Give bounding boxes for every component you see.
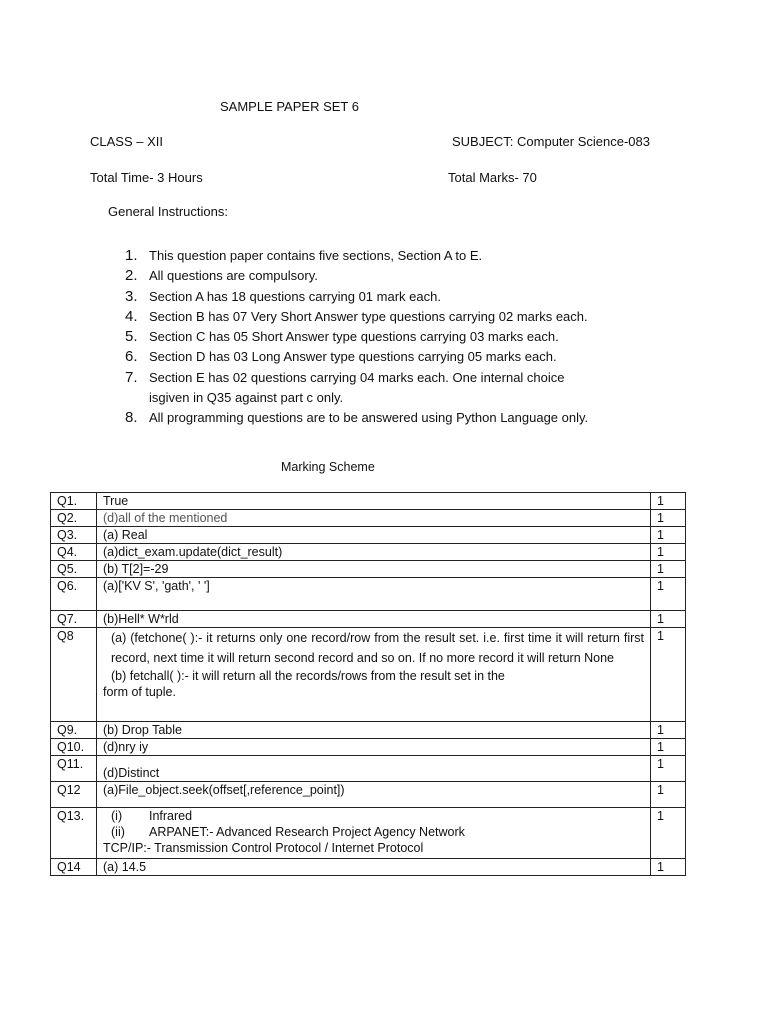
question-number: Q10. [51, 739, 97, 756]
instruction-number: 8. [125, 409, 138, 427]
marks-cell: 1 [651, 527, 686, 544]
answer-cell: (d)all of the mentioned [97, 510, 651, 527]
table-row [51, 493, 686, 510]
marks-cell: 1 [651, 611, 686, 628]
question-number: Q7. [51, 611, 97, 628]
instruction-number: 4. [125, 307, 138, 325]
instruction-item [125, 347, 645, 367]
instruction-item [125, 266, 645, 286]
instruction-text: Section D has 03 Long Answer type questions carrying 05 marks each. [149, 349, 557, 365]
question-number: Q12 [51, 782, 97, 808]
sub-number: (ii) [111, 825, 125, 839]
instruction-number: 2. [125, 267, 138, 285]
marks-cell: 1 [651, 782, 686, 808]
marking-scheme-title: Marking Scheme [281, 460, 375, 474]
table-row [51, 628, 686, 722]
instruction-text: All questions are compulsory. [149, 268, 318, 284]
instruction-number: 5. [125, 328, 138, 346]
instructions-list [125, 246, 645, 429]
marks-cell: 1 [651, 808, 686, 859]
answer-cell: (a) 14.5 [97, 859, 651, 876]
instruction-item [125, 408, 645, 428]
instruction-text: Section E has 02 questions carrying 04 marks each. One internal choice [149, 369, 565, 385]
question-number: Q3. [51, 527, 97, 544]
marks-cell: 1 [651, 859, 686, 876]
answer-cell: (b)Hell* W*rld [97, 611, 651, 628]
instruction-text: Section A has 18 questions carrying 01 mark each. [149, 288, 441, 304]
answer-cell: (a)File_object.seek(offset[,reference_point]) [97, 782, 651, 808]
question-number: Q5. [51, 561, 97, 578]
answer-cell [97, 628, 651, 722]
answer-sub-i [103, 808, 644, 824]
question-number: Q6. [51, 578, 97, 611]
instruction-text: All programming questions are to be answered using Python Language only. [149, 410, 589, 426]
table-row [51, 544, 686, 561]
marks-cell: 1 [651, 544, 686, 561]
table-row [51, 722, 686, 739]
class-label: CLASS – XII [90, 134, 163, 149]
table-row [51, 561, 686, 578]
marks-cell: 1 [651, 561, 686, 578]
question-number: Q13. [51, 808, 97, 859]
question-number: Q9. [51, 722, 97, 739]
table-row [51, 510, 686, 527]
answer-cell: (d)Distinct [97, 756, 651, 782]
subject-label: SUBJECT: Computer Science-083 [452, 134, 650, 149]
instruction-item [125, 287, 645, 307]
answer-cell: (a)['KV S', 'gath', ' '] [97, 578, 651, 611]
instruction-number: 1. [125, 247, 138, 264]
marks-cell: 1 [651, 739, 686, 756]
marks-cell: 1 [651, 510, 686, 527]
question-number: Q1. [51, 493, 97, 510]
table-row [51, 756, 686, 782]
sub-text: ARPANET:- Advanced Research Project Agency Network [149, 825, 465, 839]
total-marks: Total Marks- 70 [448, 170, 537, 185]
instruction-text: This question paper contains five sections, Section A to E. [149, 248, 483, 263]
answer-sub-ii [103, 824, 644, 840]
instruction-item [125, 307, 645, 327]
instruction-item [125, 368, 645, 409]
marks-cell: 1 [651, 578, 686, 611]
instruction-number: 6. [125, 348, 138, 366]
instruction-text: Section C has 05 Short Answer type questions carrying 03 marks each. [149, 329, 559, 345]
instruction-text: Section B has 07 Very Short Answer type questions carrying 02 marks each. [149, 308, 588, 324]
answer-cell: (b) T[2]=-29 [97, 561, 651, 578]
answer-cell: (d)nry iy [97, 739, 651, 756]
answer-cell: (a) Real [97, 527, 651, 544]
table-row [51, 782, 686, 808]
answer-cell [97, 808, 651, 859]
marks-cell: 1 [651, 722, 686, 739]
answer-part-b: (b) fetchall( ):- it will return all the records/rows from the result set in the [111, 669, 505, 683]
general-instructions-heading: General Instructions: [108, 204, 228, 219]
question-number: Q8 [51, 628, 97, 722]
table-row [51, 611, 686, 628]
sub-text: Infrared [149, 809, 193, 823]
table-row [51, 527, 686, 544]
instruction-text-continued: isgiven in Q35 against part c only. [149, 390, 344, 406]
question-number: Q4. [51, 544, 97, 561]
question-number: Q14 [51, 859, 97, 876]
instruction-item [125, 246, 645, 266]
instruction-number: 7. [125, 368, 138, 386]
table-row [51, 578, 686, 611]
page-title: SAMPLE PAPER SET 6 [220, 99, 359, 114]
marking-scheme-table [50, 492, 686, 876]
question-number: Q2. [51, 510, 97, 527]
sub-number: (i) [111, 809, 123, 823]
instruction-number: 3. [125, 287, 138, 305]
answer-cell: (a)dict_exam.update(dict_result) [97, 544, 651, 561]
answer-part-a: (a) (fetchone( ):- it returns only one record/row from the result set. i.e. first time it will return first record, next time it will return second record and so on. If no more record it will return None [111, 631, 644, 665]
table-row [51, 739, 686, 756]
answer-cell: True [97, 493, 651, 510]
marks-cell: 1 [651, 756, 686, 782]
table-row [51, 808, 686, 859]
total-time: Total Time- 3 Hours [90, 170, 203, 185]
answer-extra: TCP/IP:- Transmission Control Protocol / Internet Protocol [103, 841, 424, 855]
table-row [51, 859, 686, 876]
question-number: Q11. [51, 756, 97, 782]
marks-cell: 1 [651, 493, 686, 510]
answer-cell: (b) Drop Table [97, 722, 651, 739]
marks-cell: 1 [651, 628, 686, 722]
instruction-item [125, 327, 645, 347]
answer-part-b-continued: form of tuple. [103, 685, 176, 699]
